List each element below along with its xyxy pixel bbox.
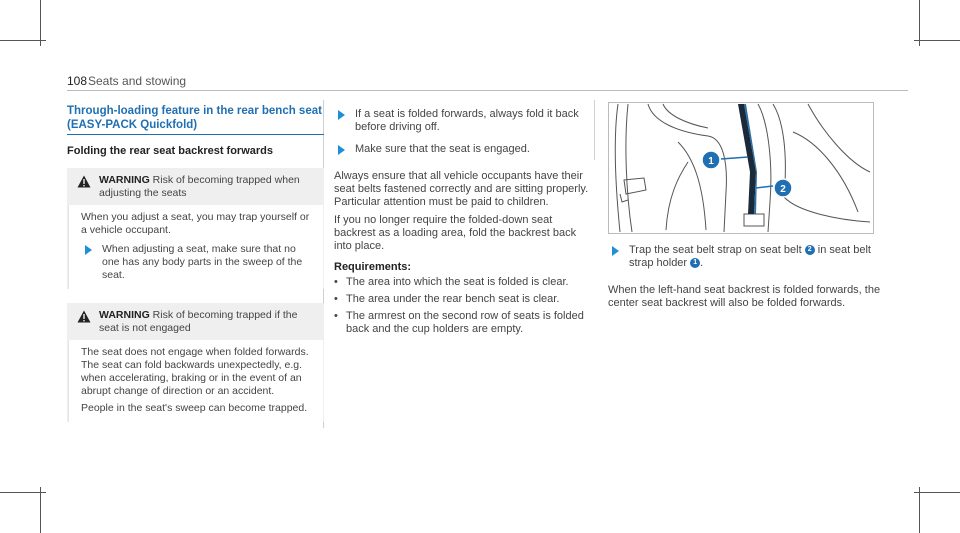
left-column — [67, 104, 327, 423]
instruction-step — [81, 243, 315, 282]
callout-badge-2: 2 — [805, 245, 815, 255]
warning-body — [68, 340, 323, 422]
instruction-step — [608, 244, 898, 270]
callout-2-label: 2 — [780, 184, 786, 195]
bullet: • — [334, 310, 338, 322]
requirement-text: The armrest on the second row of seats is folded back and the cup holders are empty. — [346, 310, 584, 335]
bullet: • — [334, 293, 338, 305]
subsection-title: Folding the rear seat backrest forwards — [67, 145, 274, 157]
warning-label: WARNING — [99, 174, 150, 186]
instruction-step — [334, 143, 592, 156]
step-text — [629, 244, 898, 270]
page-number: 108 — [67, 74, 88, 88]
warning-headline: Risk of becoming trapped if the seat is not engaged — [99, 309, 298, 334]
requirement-item — [334, 276, 592, 289]
warning-header — [67, 168, 324, 205]
crop-mark — [0, 492, 46, 493]
crop-mark — [914, 492, 960, 493]
warning-text — [99, 309, 316, 335]
warning-box — [67, 303, 324, 422]
body-paragraph: Always ensure that all vehicle occupants have their seat belts fastened correctly and are sitting properly. Particular attention must be paid to children. — [334, 170, 589, 208]
step-text-part: in seat belt strap holder — [629, 244, 871, 269]
warning-paragraph: The seat does not engage when folded forwards. The seat can fold backwards unexpectedly, e.g. when accelerating, braking or in the event of an abrupt change of direction or an accident. — [81, 346, 309, 397]
body-paragraph: When the left-hand seat backrest is folded forwards, the center seat backrest will also be folded forwards. — [608, 284, 881, 309]
seat-belt-illustration — [608, 102, 874, 234]
middle-column — [334, 108, 592, 336]
step-arrow-icon — [338, 145, 345, 155]
section-title-line2: (EASY-PACK Quickfold) — [67, 119, 198, 131]
column-divider — [594, 100, 595, 160]
instruction-step — [334, 108, 592, 134]
warning-paragraph: When you adjust a seat, you may trap yourself or a vehicle occupant. — [81, 211, 310, 236]
section-title-line1: Through-loading feature in the rear bench seat — [67, 105, 322, 117]
warning-body — [68, 205, 323, 289]
step-text-part: Trap the seat belt strap on seat belt — [629, 244, 802, 256]
requirement-item — [334, 293, 592, 306]
right-column — [608, 244, 898, 310]
requirement-text: The area under the rear bench seat is clear. — [346, 293, 560, 305]
crop-mark — [40, 487, 41, 533]
running-header: Seats and stowing — [88, 74, 187, 88]
warning-header — [67, 303, 324, 340]
step-arrow-icon — [85, 245, 92, 255]
header-rule — [67, 90, 908, 91]
callout-1-label: 1 — [708, 156, 714, 167]
warning-text — [99, 174, 316, 200]
crop-mark — [0, 40, 46, 41]
requirements-heading: Requirements: — [334, 261, 412, 273]
warning-label: WARNING — [99, 309, 150, 321]
warning-headline: Risk of becoming trapped when adjusting the seats — [99, 174, 300, 199]
requirement-item — [334, 310, 592, 336]
callout-badge-1: 1 — [690, 258, 700, 268]
crop-mark — [914, 40, 960, 41]
warning-triangle-icon — [75, 175, 93, 188]
step-arrow-icon — [612, 246, 619, 256]
step-text: When adjusting a seat, make sure that no one has any body parts in the sweep of the seat. — [102, 243, 303, 281]
step-text-part: . — [700, 257, 704, 269]
step-arrow-icon — [338, 110, 345, 120]
step-text: Make sure that the seat is engaged. — [355, 143, 530, 155]
section-heading — [67, 104, 324, 135]
crop-mark — [919, 487, 920, 533]
warning-box — [67, 168, 324, 289]
step-text: If a seat is folded forwards, always fold it back before driving off. — [355, 108, 579, 133]
requirement-text: The area into which the seat is folded is clear. — [346, 276, 569, 288]
body-paragraph: If you no longer require the folded-down seat backrest as a loading area, fold the backrest back into place. — [334, 214, 577, 252]
warning-triangle-icon — [75, 310, 93, 323]
warning-paragraph: People in the seat's sweep can become trapped. — [81, 402, 308, 414]
bullet: • — [334, 276, 338, 288]
